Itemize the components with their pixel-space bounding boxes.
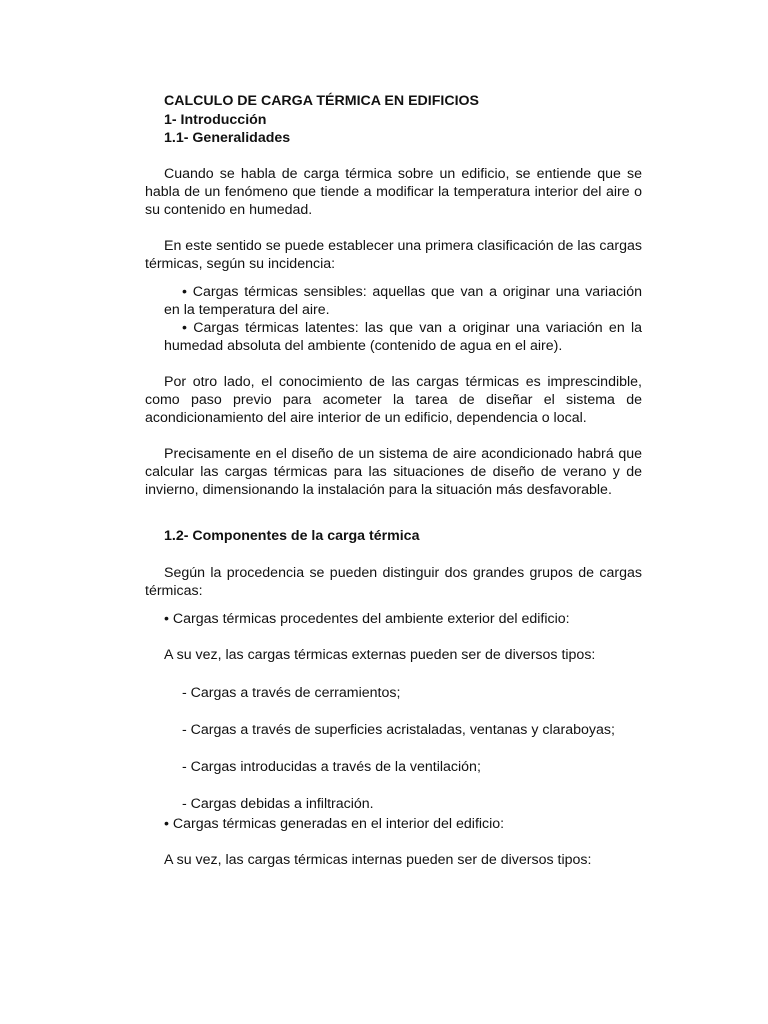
list-item-acristaladas: - Cargas a través de superficies acristaladas, ventanas y claraboyas;: [182, 721, 615, 738]
section-heading-generalidades: 1.1- Generalidades: [164, 130, 291, 146]
bullet-internal-loads: • Cargas térmicas generadas en el interior del edificio:: [164, 815, 505, 832]
paragraph-internal-types: A su vez, las cargas térmicas internas pueden ser de diversos tipos:: [164, 851, 592, 868]
list-item-infiltracion: - Cargas debidas a infiltración.: [182, 795, 374, 812]
bullet-latent-loads: • Cargas térmicas latentes: las que van a originar una variación en la humedad absoluta del ambiente (contenido de agua en el aire).: [164, 319, 642, 354]
list-item-ventilacion: - Cargas introducidas a través de la ventilación;: [182, 758, 481, 775]
paragraph-knowledge: Por otro lado, el conocimiento de las cargas térmicas es imprescindible, como paso previo para acometer la tarea de diseñar el sistema de acondicionamiento del aire interior de un edificio, dependencia o local.: [145, 373, 642, 426]
paragraph-origin: Según la procedencia se pueden distinguir dos grandes grupos de cargas térmicas:: [145, 564, 642, 599]
document-title: CALCULO DE CARGA TÉRMICA EN EDIFICIOS: [164, 93, 480, 109]
document-page: [145, 92, 642, 869]
paragraph-definition: Cuando se habla de carga térmica sobre un edificio, se entiende que se habla de un fenómeno que tiende a modificar la temperatura interior del aire o su contenido en humedad.: [145, 165, 642, 218]
section-heading-componentes: 1.2- Componentes de la carga térmica: [164, 527, 420, 544]
paragraph-classification: En este sentido se puede establecer una primera clasificación de las cargas térmicas, según su incidencia:: [145, 237, 642, 272]
paragraph-external-types: A su vez, las cargas térmicas externas pueden ser de diversos tipos:: [164, 646, 596, 663]
section-heading-introduccion: 1- Introducción: [164, 111, 267, 128]
list-item-cerramientos: - Cargas a través de cerramientos;: [182, 684, 401, 701]
bullet-external-loads: • Cargas térmicas procedentes del ambiente exterior del edificio:: [164, 610, 570, 627]
bullet-sensible-loads: • Cargas térmicas sensibles: aquellas que van a originar una variación en la temperatura del aire.: [164, 283, 642, 318]
paragraph-design: Precisamente en el diseño de un sistema de aire acondicionado habrá que calcular las cargas térmicas para las situaciones de diseño de verano y de invierno, dimensionando la instalación para la situación más desfavorable.: [145, 445, 642, 498]
